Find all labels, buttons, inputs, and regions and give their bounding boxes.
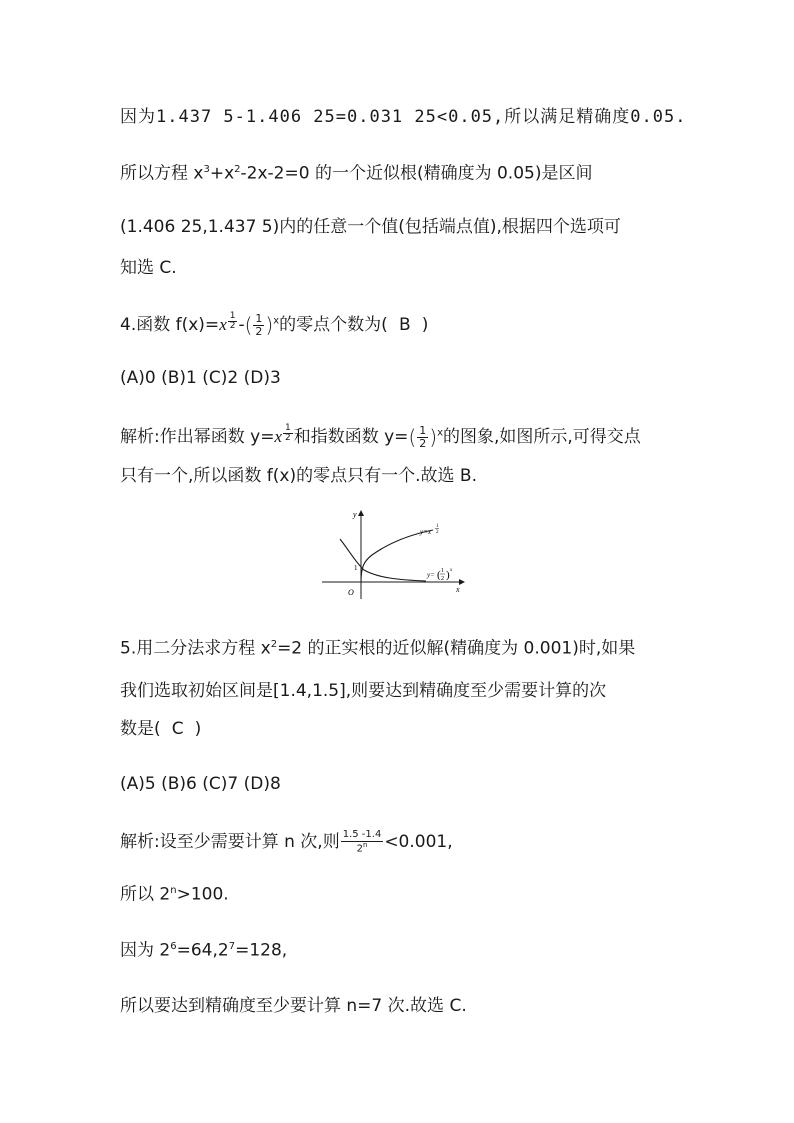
- power-curve-label: 1: [436, 524, 439, 529]
- question-5-line3: 数是( C ): [120, 719, 202, 739]
- svg-text:(: (: [437, 569, 441, 581]
- answer-q4: B: [398, 315, 411, 335]
- exponential-curve: [340, 539, 426, 581]
- question-5-line2: 我们选取初始区间是[1.4,1.5],则要达到精确度至少需要计算的次: [120, 681, 607, 701]
- svg-text:): ): [446, 569, 450, 581]
- power-curve: [361, 530, 433, 582]
- question-5: 5.用二分法求方程 $x^2=2$ 的正实根的近似解(精确度为 0.001)时,如果: [120, 638, 636, 659]
- y-axis-label: y: [353, 510, 357, 519]
- options-q4: (A)0 (B)1 (C)2 (D)3: [120, 368, 281, 388]
- exp-curve-label: 1: [441, 568, 444, 574]
- solution-q5-line4: 所以要达到精确度至少要计算 n=7 次.故选 C.: [120, 996, 467, 1016]
- exp-curve-label: y=: [427, 571, 435, 579]
- x-axis-label: x: [456, 585, 460, 594]
- exp-curve-label: x: [450, 568, 453, 573]
- solution-q4-line2: 只有一个,所以函数 f(x)的零点只有一个.故选 B.: [120, 466, 477, 486]
- power-curve-label: y=x: [420, 528, 431, 536]
- answer-q5: C: [171, 719, 184, 739]
- text-line: 因为1.437 5-1.406 25=0.031 25<0.05,所以满足精确度0.05.: [120, 107, 687, 127]
- solution-q5-line3: 因为 $2^6=64,2^7=128$,: [120, 940, 288, 961]
- options-q5: (A)5 (B)6 (C)7 (D)8: [120, 774, 281, 794]
- exp-curve-label: 2: [441, 576, 444, 582]
- y-intercept-label: 1: [354, 564, 358, 572]
- solution-q5: 解析:设至少需要计算 n 次,则 $\frac{1.5 -1.4}{2^n}$ <0.001,: [120, 829, 453, 854]
- question-4: 4.函数 f(x)=x $\frac{1}{2}$ -( $\frac{1}{2}$ )$^x$的零点个数为( B ): [120, 311, 429, 338]
- power-curve-label: 2: [436, 530, 439, 535]
- origin-label: O: [348, 588, 354, 597]
- text-line: 知选 C.: [120, 258, 177, 278]
- function-graph: [320, 507, 470, 601]
- text-line: (1.406 25,1.437 5)内的任意一个值(包括端点值),根据四个选项可: [120, 217, 621, 237]
- solution-q4: 解析:作出幂函数 y=x $\frac{1}{2}$ 和指数函数 y=( $\frac{1}{2}$ )$^x$的图象,如图所示,可得交点: [120, 423, 641, 450]
- solution-q5-line2: 所以 $2^n>100$.: [120, 884, 229, 905]
- text-line: 所以方程 $x^3+x^2-2x-2=0$ 的一个近似根(精确度为 0.05)是区间: [120, 163, 593, 184]
